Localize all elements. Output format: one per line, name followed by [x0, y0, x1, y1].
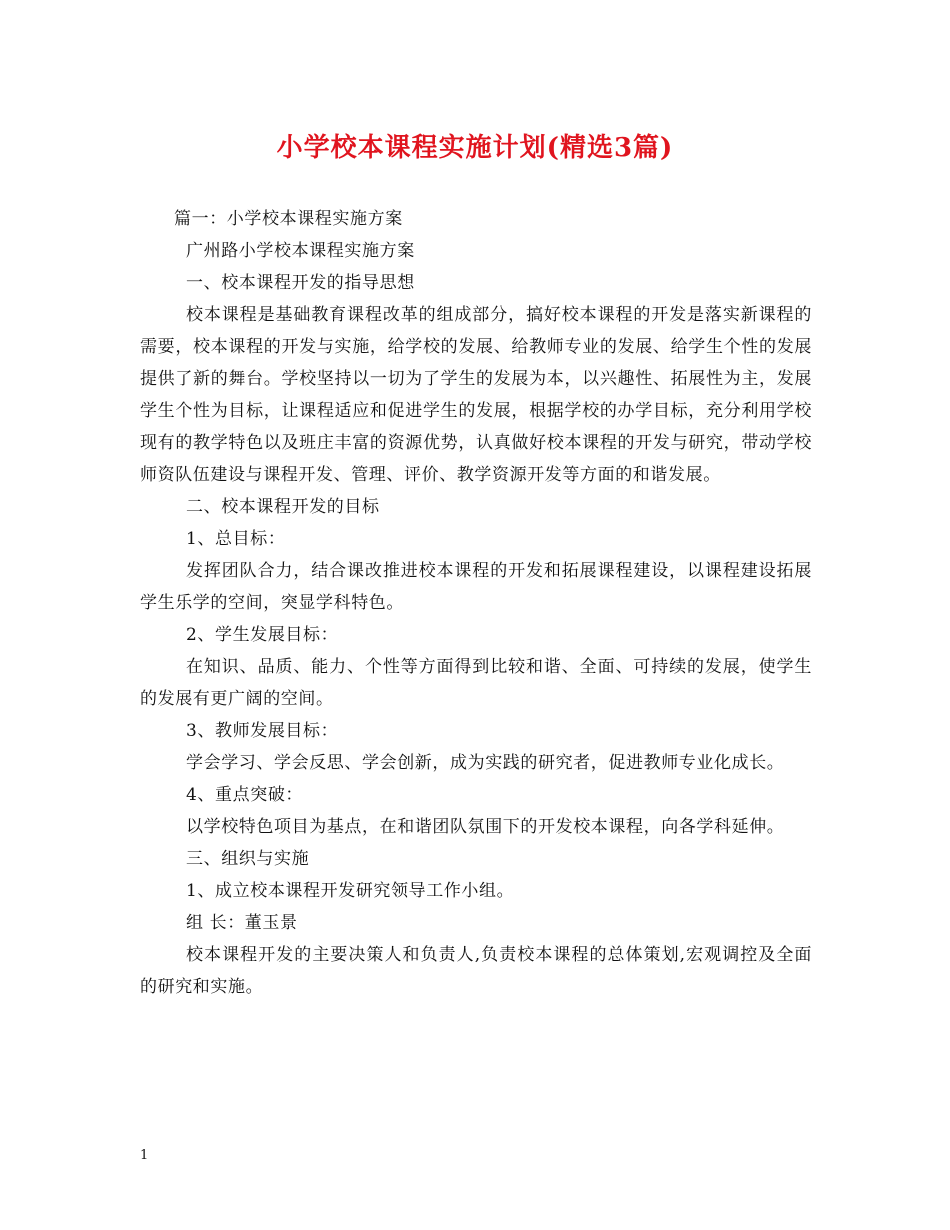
body-paragraph: 以学校特色项目为基点，在和谐团队氛围下的开发校本课程，向各学科延伸。 — [186, 817, 785, 837]
document-body — [140, 203, 812, 1003]
list-item-heading: 4、重点突破： — [186, 785, 304, 805]
section-heading: 一、校本课程开发的指导思想 — [186, 273, 415, 293]
role-line: 组 长：董玉景 — [186, 913, 298, 933]
body-paragraph: 校本课程开发的主要决策人和负责人,负责校本课程的总体策划,宏观调控及全面的研究和实施。 — [140, 945, 812, 997]
list-item-heading: 1、总目标： — [186, 529, 286, 549]
subtitle: 广州路小学校本课程实施方案 — [186, 241, 415, 261]
section-heading: 篇一：小学校本课程实施方案 — [174, 209, 403, 229]
list-item-heading: 2、学生发展目标： — [186, 625, 339, 645]
page-number: 1 — [140, 1148, 149, 1163]
body-paragraph: 在知识、品质、能力、个性等方面得到比较和谐、全面、可持续的发展，使学生的发展有更广阔的空间。 — [140, 657, 812, 709]
list-item-heading: 1、成立校本课程开发研究领导工作小组。 — [186, 881, 515, 901]
section-heading: 三、组织与实施 — [186, 849, 310, 869]
body-paragraph: 学会学习、学会反思、学会创新，成为实践的研究者，促进教师专业化成长。 — [186, 753, 785, 773]
section-heading: 二、校本课程开发的目标 — [186, 497, 380, 517]
body-paragraph: 发挥团队合力，结合课改推进校本课程的开发和拓展课程建设，以课程建设拓展学生乐学的空间，突显学科特色。 — [140, 561, 812, 613]
list-item-heading: 3、教师发展目标： — [186, 721, 339, 741]
document-title: 小学校本课程实施计划(精选3篇) — [276, 133, 674, 163]
body-paragraph: 校本课程是基础教育课程改革的组成部分，搞好校本课程的开发是落实新课程的需要，校本课程的开发与实施，给学校的发展、给教师专业的发展、给学生个性的发展提供了新的舞台。学校坚持以一切为了学生的发展为本，以兴趣性、拓展性为主，发展学生个性为目标，让课程适应和促进学生的发展，根据学校的办学目标，充分利用学校现有的教学特色以及班庄丰富的资源优势，认真做好校本课程的开发与研究，带动学校师资队伍建设与课程开发、管理、评价、教学资源开发等方面的和谐发展。 — [140, 305, 812, 485]
